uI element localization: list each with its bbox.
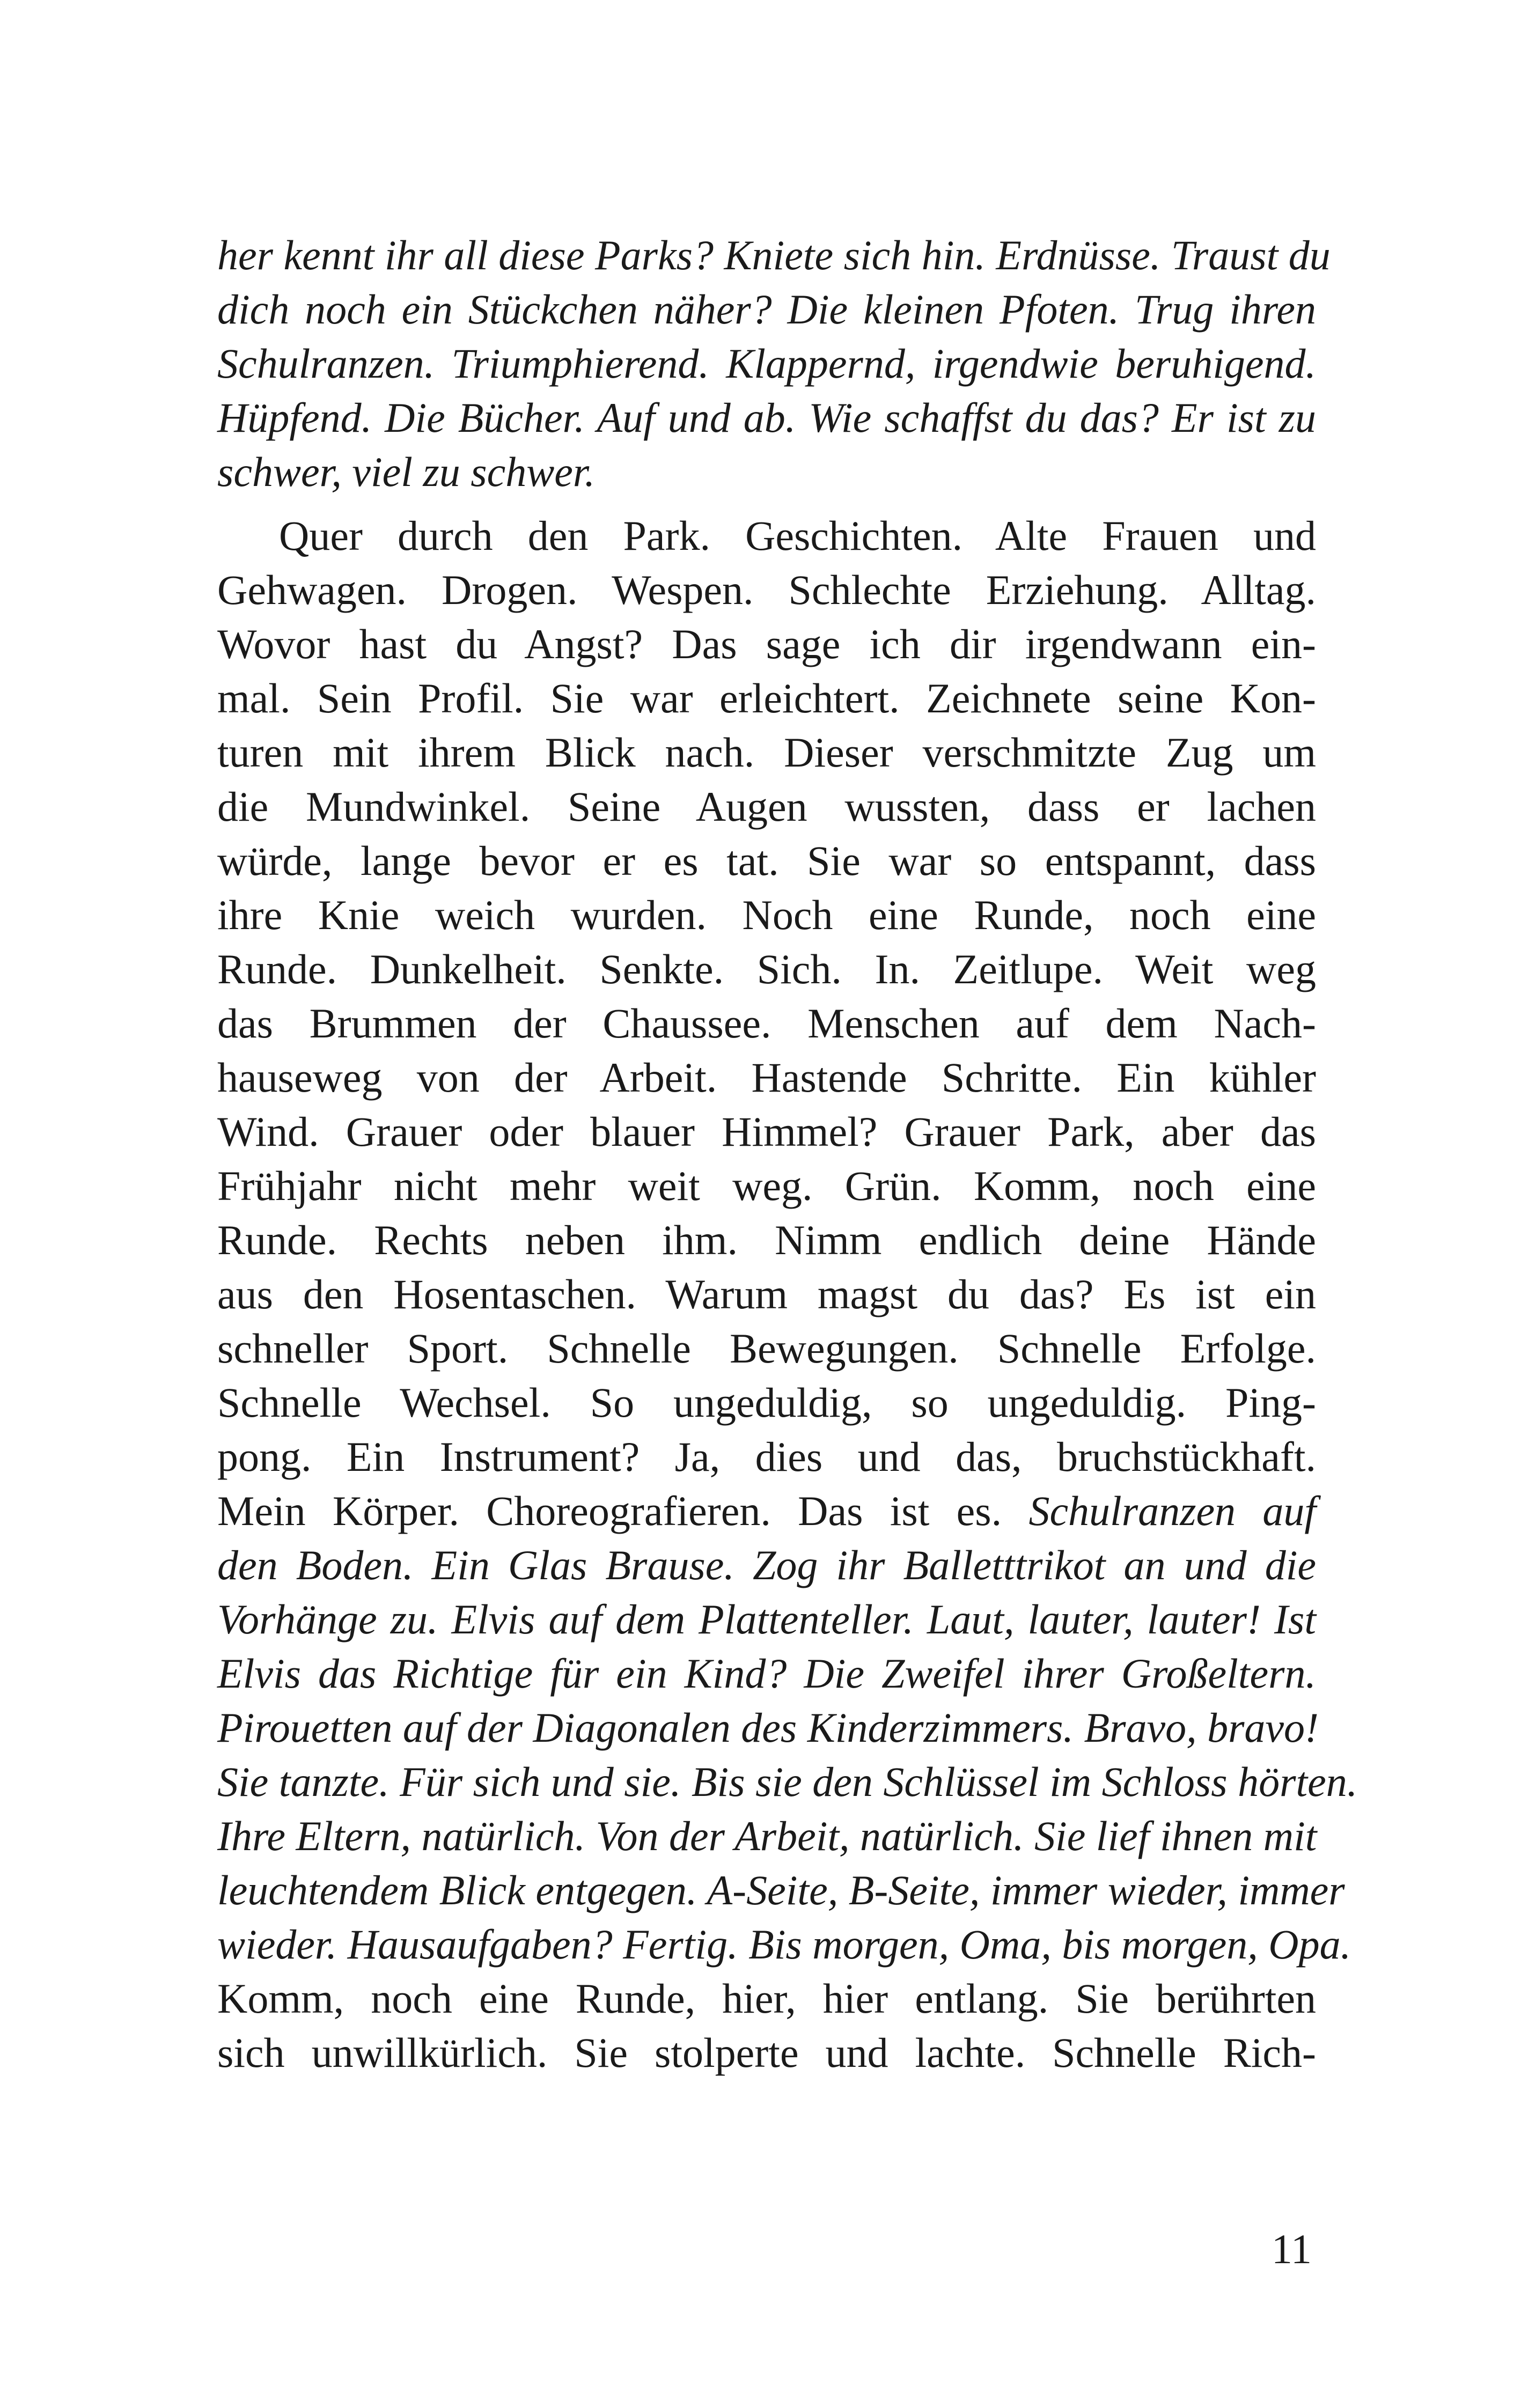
text-line: [217, 888, 1316, 942]
text-segment: schneller Sport. Schnelle Bewegungen. Schnelle Erfolge.: [217, 1325, 1316, 1372]
text-line: [217, 617, 1316, 671]
text-segment: turen mit ihrem Blick nach. Dieser verschmitzte Zug um: [217, 729, 1316, 776]
text-line: [217, 779, 1316, 834]
text-segment: Komm, noch eine Runde, hier, hier entlang. Sie berührten: [217, 1975, 1316, 2022]
italic-text-segment: leuchtendem Blick entgegen. A-Seite, B-Seite, immer wieder, immer: [217, 1867, 1345, 1913]
text-line: [217, 1700, 1319, 1755]
italic-text-segment: Schulranzen auf: [1028, 1487, 1317, 1534]
text-segment: Gehwagen. Drogen. Wespen. Schlechte Erziehung. Alltag.: [217, 566, 1316, 613]
text-line: [217, 1430, 1316, 1484]
text-line: [217, 445, 1316, 499]
text-line: [217, 1267, 1316, 1321]
text-segment: ihre Knie weich wurden. Noch eine Runde, noch eine: [217, 892, 1316, 938]
text-line: [217, 671, 1316, 725]
text-line: [217, 1484, 1316, 1538]
text-line: [217, 563, 1316, 617]
text-line: [217, 1592, 1316, 1646]
text-line: [217, 725, 1316, 779]
text-segment: hauseweg von der Arbeit. Hastende Schritte. Ein kühler: [217, 1054, 1316, 1101]
text-line: [217, 942, 1316, 996]
italic-text-segment: Elvis das Richtige für ein Kind? Die Zweifel ihrer Großeltern.: [217, 1650, 1316, 1697]
text-segment: aus den Hosentaschen. Warum magst du das? Es ist ein: [217, 1271, 1316, 1317]
text-segment: Wovor hast du Angst? Das sage ich dir irgendwann ein-: [217, 621, 1316, 667]
text-line: [217, 1917, 1351, 1971]
text-segment: das Brummen der Chaussee. Menschen auf dem Nach-: [217, 1000, 1316, 1047]
text-segment: die Mundwinkel. Seine Augen wussten, dass er lachen: [217, 783, 1316, 830]
text-line: [217, 1050, 1316, 1104]
text-line: [217, 1646, 1316, 1700]
text-line: [217, 282, 1316, 336]
text-line: [217, 1104, 1316, 1159]
text-line: [217, 336, 1316, 391]
text-segment: Schnelle Wechsel. So ungeduldig, so ungeduldig. Ping-: [217, 1379, 1316, 1426]
page-body-text: [217, 228, 1358, 2080]
text-line: [217, 2026, 1316, 2080]
page-number: 11: [1271, 2226, 1312, 2272]
text-line: [217, 509, 1316, 563]
text-segment: Runde. Dunkelheit. Senkte. Sich. In. Zeitlupe. Weit weg: [217, 946, 1316, 992]
text-segment: mal. Sein Profil. Sie war erleichtert. Zeichnete seine Kon-: [217, 675, 1316, 721]
italic-text-segment: dich noch ein Stückchen näher? Die kleinen Pfoten. Trug ihren: [217, 286, 1316, 333]
italic-text-segment: her kennt ihr all diese Parks? Kniete sich hin. Erdnüsse. Traust du: [217, 232, 1331, 278]
text-line: [217, 996, 1316, 1050]
italic-text-segment: schwer, viel zu schwer.: [217, 448, 596, 495]
text-segment: Wind. Grauer oder blauer Himmel? Grauer Park, aber das: [217, 1108, 1316, 1155]
text-segment: pong. Ein Instrument? Ja, dies und das, bruchstückhaft.: [217, 1433, 1316, 1480]
text-line: [217, 834, 1316, 888]
text-line: [217, 391, 1316, 445]
italic-text-segment: Ihre Eltern, natürlich. Von der Arbeit, natürlich. Sie lief ihnen mit: [217, 1813, 1317, 1859]
text-line: [217, 1213, 1316, 1267]
text-segment: würde, lange bevor er es tat. Sie war so entspannt, dass: [217, 837, 1316, 884]
text-segment: Runde. Rechts neben ihm. Nimm endlich deine Hände: [217, 1217, 1316, 1263]
text-segment: Quer durch den Park. Geschichten. Alte Frauen und: [279, 512, 1316, 559]
italic-text-segment: Hüpfend. Die Bücher. Auf und ab. Wie schaffst du das? Er ist zu: [217, 394, 1316, 441]
text-line: [217, 1971, 1316, 2026]
text-line: [217, 1809, 1316, 1863]
text-line: [217, 1863, 1345, 1917]
italic-text-segment: Vorhänge zu. Elvis auf dem Plattenteller. Laut, lauter, lauter! Ist: [217, 1596, 1316, 1643]
text-line: [217, 1375, 1316, 1430]
text-segment: Frühjahr nicht mehr weit weg. Grün. Komm, noch eine: [217, 1162, 1316, 1209]
text-line: [217, 1321, 1316, 1375]
italic-text-segment: den Boden. Ein Glas Brause. Zog ihr Balletttrikot an und die: [217, 1542, 1316, 1588]
text-segment: sich unwillkürlich. Sie stolperte und lachte. Schnelle Rich-: [217, 2029, 1316, 2076]
text-line: [217, 228, 1331, 282]
text-line: [217, 1538, 1316, 1592]
paragraph-gap: [217, 499, 1316, 509]
italic-text-segment: Schulranzen. Triumphierend. Klappernd, irgendwie beruhigend.: [217, 340, 1316, 387]
text-segment: Mein Körper. Choreografieren. Das ist es.: [217, 1487, 1029, 1534]
italic-text-segment: Sie tanzte. Für sich und sie. Bis sie den Schlüssel im Schloss hörten.: [217, 1758, 1358, 1805]
italic-text-segment: wieder. Hausaufgaben? Fertig. Bis morgen, Oma, bis morgen, Opa.: [217, 1921, 1351, 1968]
text-line: [217, 1755, 1358, 1809]
text-line: [217, 1159, 1316, 1213]
italic-text-segment: Pirouetten auf der Diagonalen des Kinderzimmers. Bravo, bravo!: [217, 1704, 1319, 1751]
